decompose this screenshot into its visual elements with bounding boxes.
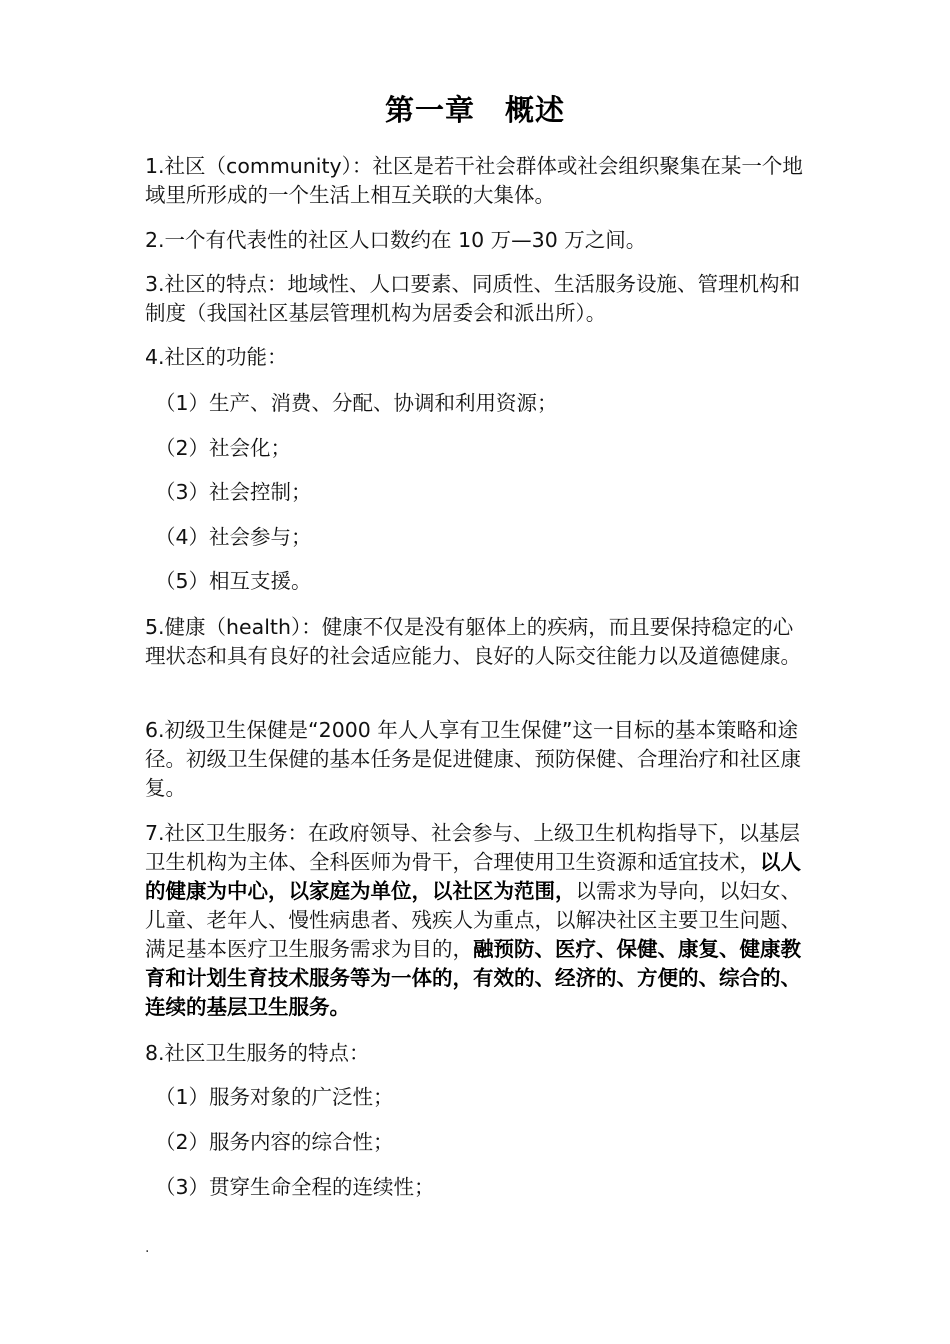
paragraph-4-functions: 4.社区的功能： [145,345,288,369]
list-item: （2）服务内容的综合性； [155,1130,394,1154]
paragraph-5-health: 5.健康（health）：健康不仅是没有躯体上的疾病，而且要保持稳定的心理状态和具有良好的社会适应能力、良好的人际交往能力以及道德健康。 [145,615,801,668]
list-item: （1）生产、消费、分配、协调和利用资源； [155,391,558,415]
list-item: （2）社会化； [155,436,292,460]
chapter-title-number: 第一章 [384,93,475,127]
p7-text-c: 以需求为导向，以妇女、儿童、老年人、慢性病患者、残疾人为重点，以解决社区主要卫生问题、满足基本医疗卫生服务需求为目的， [145,879,801,961]
chapter-title-text: 概述 [505,93,566,127]
list-item: （4）社会参与； [155,525,312,549]
paragraph-8-service-features: 8.社区卫生服务的特点： [145,1041,370,1065]
p7-bold-b: 以人的健康为中心，以家庭为单位，以社区为范围， [145,850,801,903]
paragraph-3-features: 3.社区的特点：地域性、人口要素、同质性、生活服务设施、管理机构和制度（我国社区基层管理机构为居委会和派出所）。 [145,272,801,325]
paragraph-1-community: 1.社区（community）：社区是若干社会群体或社会组织聚集在某一个地域里所形成的一个生活上相互关联的大集体。 [145,154,803,207]
list-item: （3）社会控制； [155,480,312,504]
paragraph-6-primary-care: 6.初级卫生保健是“2000 年人人享有卫生保健”这一目标的基本策略和途径。初级卫生保健的基本任务是促进健康、预防保健、合理治疗和社区康复。 [145,718,801,800]
paragraph-2-population: 2.一个有代表性的社区人口数约在 10 万—30 万之间。 [145,228,647,252]
p7-bold-d: 融预防、医疗、保健、康复、健康教育和计划生育技术服务等为一体的，有效的、经济的、方便的、综合的、连续的基层卫生服务。 [145,937,801,1019]
footer-dot: . [145,1240,150,1256]
list-item: （3）贯穿生命全程的连续性； [155,1175,435,1199]
chapter-title [0,88,950,129]
list-item: （1）服务对象的广泛性； [155,1085,394,1109]
list-item: （5）相互支援。 [155,569,312,593]
paragraph-7-community-health-service [145,819,805,1022]
p7-text-a: 7.社区卫生服务：在政府领导、社会参与、上级卫生机构指导下，以基层卫生机构为主体、全科医师为骨干，合理使用卫生资源和适宜技术， [145,821,801,874]
